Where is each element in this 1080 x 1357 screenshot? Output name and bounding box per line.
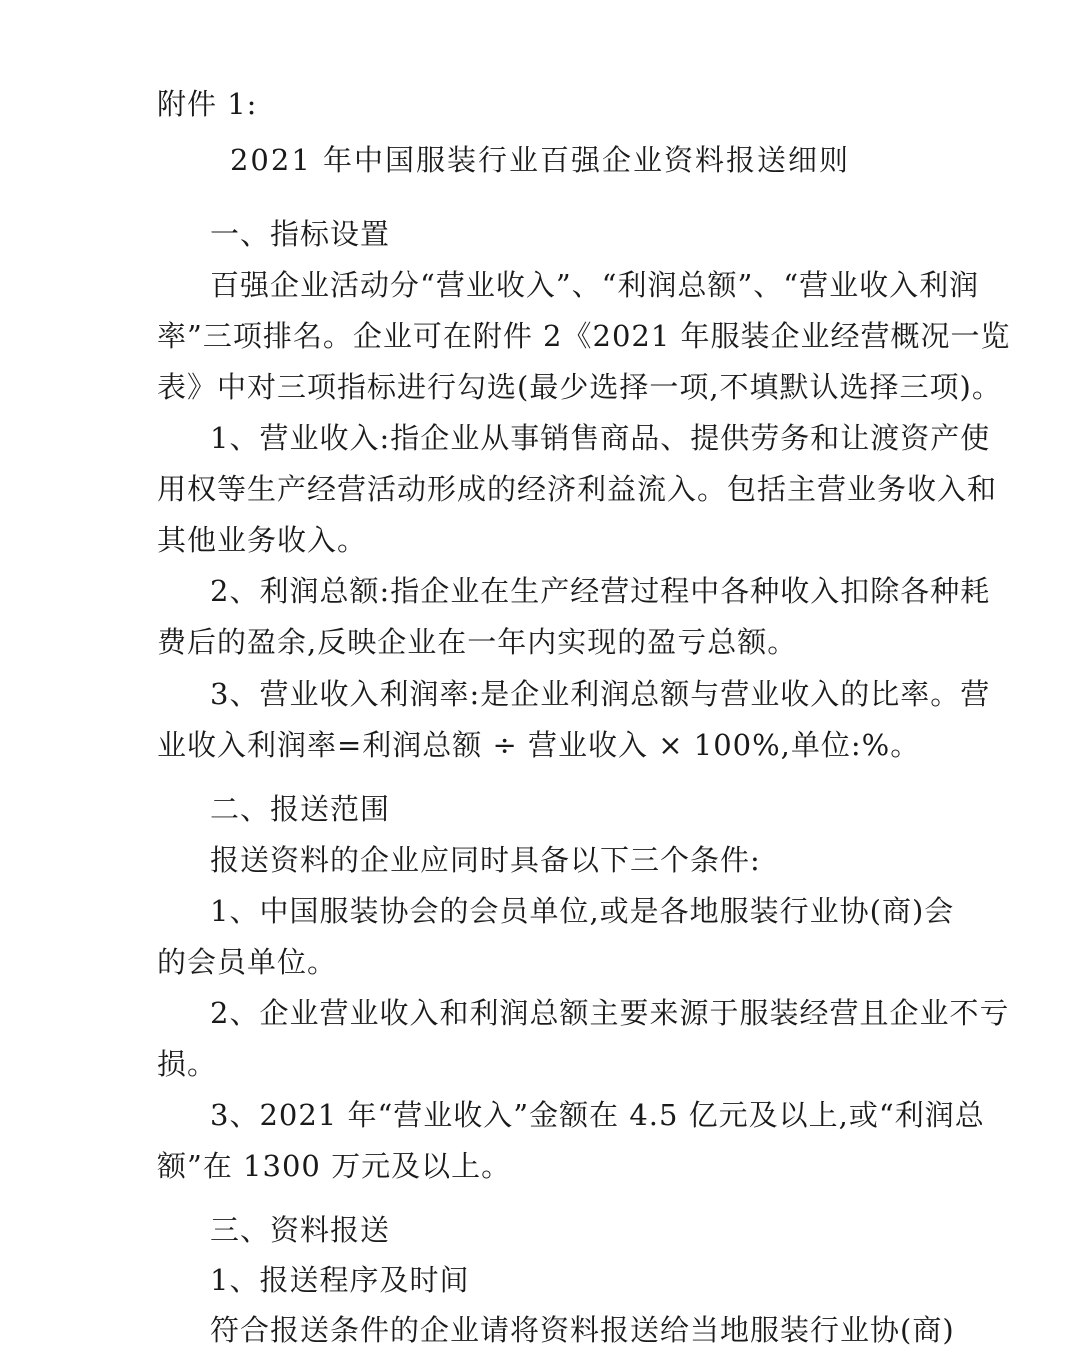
section-1-intro-line-1: 百强企业活动分“营业收入”、“利润总额”、“营业收入利润	[210, 268, 980, 302]
section-1-intro-line-3: 表》中对三项指标进行勾选(最少选择一项,不填默认选择三项)。	[157, 370, 1002, 404]
section-2-heading: 二、报送范围	[210, 792, 391, 826]
section-1-item-1-line-3: 其他业务收入。	[157, 523, 368, 557]
section-2-item-1-line-1: 1、中国服装协会的会员单位,或是各地服装行业协(商)会	[210, 894, 955, 928]
section-1-item-3-line-2: 业收入利润率=利润总额 ÷ 营业收入 × 100%,单位:%。	[157, 728, 921, 762]
section-2-item-2-line-2: 损。	[157, 1047, 218, 1081]
section-2-item-2-line-1: 2、企业营业收入和利润总额主要来源于服装经营且企业不亏	[210, 996, 1010, 1030]
section-3-text-line-1: 符合报送条件的企业请将资料报送给当地服装行业协(商)	[210, 1313, 955, 1347]
section-2-item-3-line-1: 3、2021 年“营业收入”金额在 4.5 亿元及以上,或“利润总	[210, 1098, 985, 1132]
section-1-item-2-line-2: 费后的盈余,反映企业在一年内实现的盈亏总额。	[157, 625, 798, 659]
section-1-item-1-line-1: 1、营业收入:指企业从事销售商品、提供劳务和让渡资产使	[210, 421, 991, 455]
section-1-item-3-line-1: 3、营业收入利润率:是企业利润总额与营业收入的比率。营	[210, 677, 991, 711]
section-3-heading: 三、资料报送	[210, 1213, 391, 1247]
section-1-intro-line-2: 率”三项排名。企业可在附件 2《2021 年服装企业经营概况一览	[157, 319, 1011, 353]
section-3-subheading: 1、报送程序及时间	[210, 1263, 470, 1297]
section-2-item-1-line-2: 的会员单位。	[157, 945, 338, 979]
document-title: 2021 年中国服装行业百强企业资料报送细则	[229, 143, 851, 177]
section-1-item-2-line-1: 2、利润总额:指企业在生产经营过程中各种收入扣除各种耗	[210, 574, 991, 608]
section-2-intro: 报送资料的企业应同时具备以下三个条件:	[210, 843, 761, 877]
section-2-item-3-line-2: 额”在 1300 万元及以上。	[157, 1149, 512, 1183]
section-1-heading: 一、指标设置	[210, 217, 391, 251]
section-1-item-1-line-2: 用权等生产经营活动形成的经济利益流入。包括主营业务收入和	[157, 472, 998, 506]
attachment-label: 附件 1:	[157, 87, 258, 121]
